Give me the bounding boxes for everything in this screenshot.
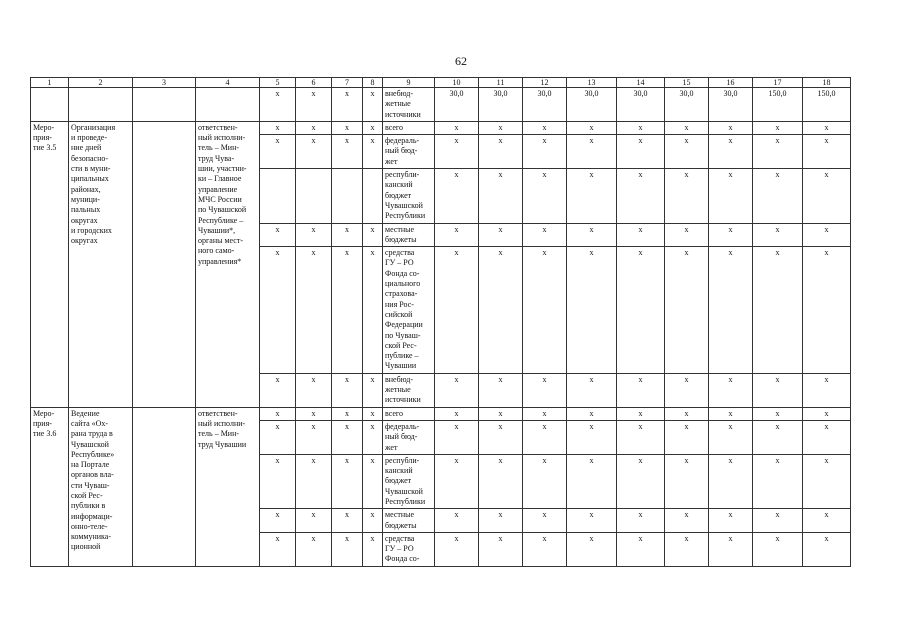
value-cell: x [435,509,479,533]
value-cell: x [479,223,523,247]
measure-name: Организация и проведе- ние дней безопасно- сти в муни- ципальных районах, муници- пальных округах и городских округах [69,121,133,407]
column-number: 8 [363,78,383,88]
flag-cell: x [363,135,383,169]
value-cell: x [479,420,523,454]
flag-cell: x [332,407,363,420]
value-cell: 30,0 [709,88,753,122]
flag-cell: x [296,121,332,134]
flag-cell: x [363,223,383,247]
table-row [31,121,851,134]
column-number: 11 [479,78,523,88]
flag-cell: x [296,373,332,407]
funding-source: местные бюджеты [383,509,435,533]
flag-cell: x [363,532,383,566]
value-cell: x [753,121,803,134]
flag-cell: x [296,223,332,247]
value-cell: x [617,223,665,247]
flag-cell: x [363,121,383,134]
value-cell: x [617,407,665,420]
value-cell: x [803,135,851,169]
flag-cell [363,169,383,223]
value-cell: 30,0 [435,88,479,122]
flag-cell: x [332,532,363,566]
value-cell: x [523,135,567,169]
column-number: 6 [296,78,332,88]
flag-cell: x [296,135,332,169]
funding-source: средства ГУ – РО Фонда со- циального страхова- ния Рос- сийской Федерации по Чуваш- ской Рес- публике – Чувашии [383,247,435,374]
value-cell: x [803,420,851,454]
value-cell: x [709,407,753,420]
value-cell: x [523,509,567,533]
value-cell: x [567,509,617,533]
value-cell: x [753,532,803,566]
column-number: 14 [617,78,665,88]
value-cell: x [435,135,479,169]
flag-cell: x [260,88,296,122]
flag-cell: x [332,88,363,122]
value-cell: x [665,420,709,454]
measure-name [69,88,133,122]
value-cell: x [523,121,567,134]
column-number: 18 [803,78,851,88]
value-cell: x [479,135,523,169]
flag-cell: x [363,509,383,533]
flag-cell: x [332,373,363,407]
value-cell: 30,0 [617,88,665,122]
value-cell: x [665,509,709,533]
value-cell: x [617,135,665,169]
value-cell: x [709,247,753,374]
value-cell: x [617,121,665,134]
funding-source: средства ГУ – РО Фонда со- [383,532,435,566]
funding-source: республи- канский бюджет Чувашской Республики [383,454,435,508]
flag-cell: x [296,454,332,508]
value-cell: x [567,135,617,169]
column-number: 15 [665,78,709,88]
measure-id: Меро- прия- тие 3.6 [31,407,69,566]
value-cell: x [435,454,479,508]
value-cell: x [435,407,479,420]
column-number: 13 [567,78,617,88]
funding-source: федераль- ный бюд- жет [383,135,435,169]
value-cell: x [617,420,665,454]
value-cell: x [665,407,709,420]
value-cell: x [803,407,851,420]
flag-cell: x [363,454,383,508]
flag-cell: x [332,121,363,134]
value-cell: x [617,169,665,223]
value-cell: x [567,223,617,247]
value-cell: x [665,169,709,223]
flag-cell: x [363,373,383,407]
value-cell: x [479,532,523,566]
value-cell: x [479,121,523,134]
value-cell: x [479,454,523,508]
value-cell: x [709,454,753,508]
funding-source: всего [383,121,435,134]
flag-cell: x [260,407,296,420]
value-cell: x [665,135,709,169]
flag-cell: x [260,121,296,134]
value-cell: x [523,420,567,454]
value-cell: x [479,169,523,223]
value-cell: x [803,247,851,374]
column-number: 16 [709,78,753,88]
value-cell: x [435,169,479,223]
value-cell: x [567,454,617,508]
value-cell: x [479,247,523,374]
flag-cell: x [260,509,296,533]
value-cell: x [435,420,479,454]
value-cell: x [753,420,803,454]
flag-cell: x [296,420,332,454]
flag-cell: x [296,532,332,566]
value-cell: x [709,135,753,169]
value-cell: x [709,373,753,407]
flag-cell: x [296,88,332,122]
value-cell: x [753,169,803,223]
value-cell: x [523,223,567,247]
value-cell: x [665,247,709,374]
flag-cell: x [260,135,296,169]
value-cell: 150,0 [803,88,851,122]
value-cell: 30,0 [665,88,709,122]
value-cell: x [617,247,665,374]
value-cell: x [709,420,753,454]
empty-column [133,121,196,407]
flag-cell: x [363,420,383,454]
table-row [31,88,851,122]
value-cell: x [523,407,567,420]
value-cell: x [523,247,567,374]
flag-cell: x [260,420,296,454]
value-cell: x [567,373,617,407]
value-cell: x [803,373,851,407]
value-cell: x [523,169,567,223]
value-cell: x [523,373,567,407]
funding-source: внебюд- жетные источники [383,373,435,407]
value-cell: x [435,247,479,374]
column-number: 17 [753,78,803,88]
funding-source: республи- канский бюджет Чувашской Республики [383,169,435,223]
value-cell: x [753,135,803,169]
flag-cell: x [332,247,363,374]
value-cell: x [803,532,851,566]
value-cell: x [435,532,479,566]
value-cell: x [803,509,851,533]
column-number: 1 [31,78,69,88]
flag-cell: x [260,247,296,374]
value-cell: x [753,223,803,247]
flag-cell: x [332,223,363,247]
funding-source: федераль- ный бюд- жет [383,420,435,454]
column-number: 2 [69,78,133,88]
value-cell: x [709,121,753,134]
value-cell: x [567,121,617,134]
value-cell: x [479,509,523,533]
value-cell: x [665,373,709,407]
column-number: 9 [383,78,435,88]
value-cell: x [753,373,803,407]
value-cell: x [803,223,851,247]
page-number: 62 [455,54,467,68]
empty-column [133,407,196,566]
column-number: 3 [133,78,196,88]
column-number: 4 [196,78,260,88]
value-cell: x [753,407,803,420]
value-cell: x [523,532,567,566]
table-row [31,407,851,420]
column-number: 5 [260,78,296,88]
flag-cell [296,169,332,223]
empty-column [133,88,196,122]
value-cell: x [567,407,617,420]
value-cell: x [617,373,665,407]
value-cell: x [709,532,753,566]
flag-cell: x [296,247,332,374]
value-cell: x [665,454,709,508]
value-cell: x [617,454,665,508]
value-cell: x [435,223,479,247]
executor [196,88,260,122]
value-cell: x [479,407,523,420]
funding-source: внебюд- жетные источники [383,88,435,122]
flag-cell [332,169,363,223]
value-cell: x [567,532,617,566]
flag-cell: x [332,420,363,454]
flag-cell: x [296,509,332,533]
executor: ответствен- ный исполни- тель – Мин- труд Чувашии [196,407,260,566]
value-cell: x [523,454,567,508]
flag-cell [260,169,296,223]
measure-id: Меро- прия- тие 3.5 [31,121,69,407]
value-cell: 30,0 [523,88,567,122]
flag-cell: x [260,454,296,508]
executor: ответствен- ный исполни- тель – Мин- труд Чува- шии, участни- ки – Главное управление МЧС России по Чувашской Республике – Чувашии*, органы мест- ного само- управления* [196,121,260,407]
flag-cell: x [260,223,296,247]
value-cell: x [479,373,523,407]
value-cell: 30,0 [567,88,617,122]
flag-cell: x [332,135,363,169]
value-cell: x [617,509,665,533]
value-cell: x [803,169,851,223]
value-cell: x [665,121,709,134]
value-cell: x [709,169,753,223]
flag-cell: x [363,407,383,420]
value-cell: x [567,169,617,223]
funding-source: местные бюджеты [383,223,435,247]
flag-cell: x [332,509,363,533]
flag-cell: x [363,88,383,122]
column-number: 10 [435,78,479,88]
flag-cell: x [332,454,363,508]
value-cell: x [709,223,753,247]
column-number: 7 [332,78,363,88]
value-cell: x [753,247,803,374]
value-cell: 150,0 [753,88,803,122]
value-cell: x [803,121,851,134]
value-cell: x [803,454,851,508]
value-cell: x [567,247,617,374]
value-cell: 30,0 [479,88,523,122]
flag-cell: x [260,373,296,407]
value-cell: x [753,454,803,508]
header-row [31,78,851,88]
value-cell: x [753,509,803,533]
value-cell: x [617,532,665,566]
value-cell: x [665,223,709,247]
value-cell: x [709,509,753,533]
flag-cell: x [296,407,332,420]
value-cell: x [665,532,709,566]
flag-cell: x [363,247,383,374]
measure-id [31,88,69,122]
funding-source: всего [383,407,435,420]
budget-table [30,77,851,567]
measure-name: Ведение сайта «Ох- рана труда в Чувашской Республике» на Портале органов вла- сти Чуваш- ской Рес- публики в информаци- онно-теле- коммуника- ционной [69,407,133,566]
value-cell: x [567,420,617,454]
flag-cell: x [260,532,296,566]
value-cell: x [435,121,479,134]
column-number: 12 [523,78,567,88]
value-cell: x [435,373,479,407]
